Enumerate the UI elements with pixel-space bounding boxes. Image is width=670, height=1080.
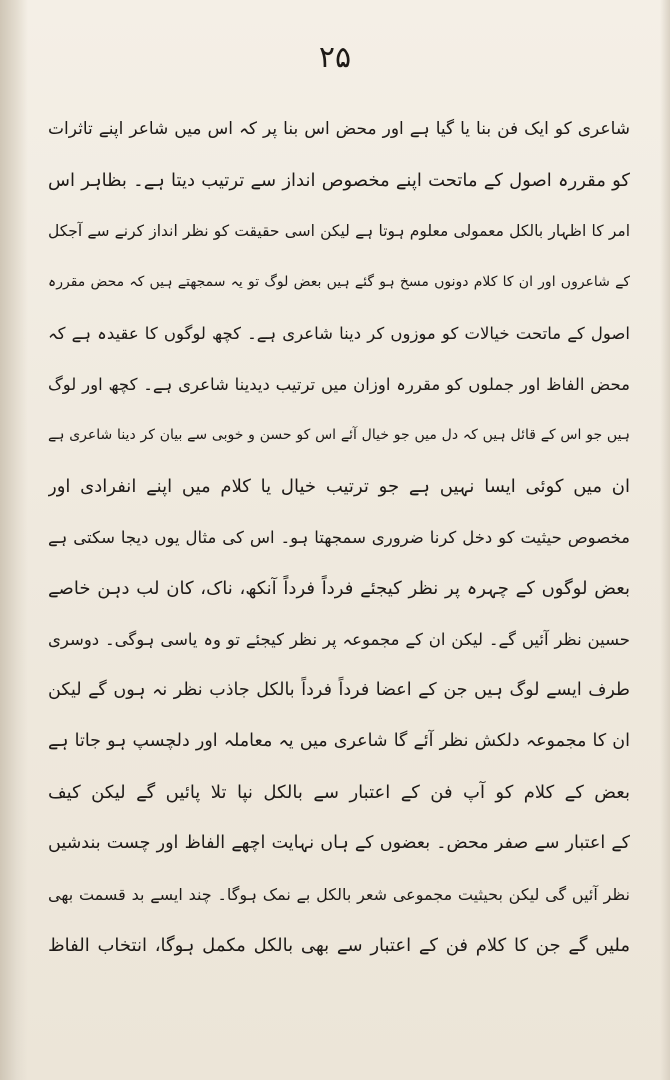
body-text xyxy=(48,104,630,971)
text-line: شاعری کو ایک فن بنا یا گیا ہے اور محض اس بنا پر کہ اس میں شاعر اپنے تاثرات xyxy=(48,119,630,139)
text-line: ملیں گے جن کا کلام فن کے اعتبار سے بھی بالکل مکمل ہوگا، انتخاب الفاظ xyxy=(48,935,630,956)
text-line: بعض کے کلام کو آپ فن کے اعتبار سے بالکل نپا تلا پائیں گے لیکن کیف xyxy=(48,782,630,803)
text-line: ہیں جو اس کے قائل ہیں کہ دل میں جو خیال آئے اس کو حسن و خوبی سے بیان کر دینا شاعری ہے xyxy=(48,427,630,443)
text-line: ان کا مجموعہ دلکش نظر آئے گا شاعری میں یہ معاملہ اور دلچسپ ہو جاتا ہے xyxy=(48,731,630,751)
text-line: محض الفاظ اور جملوں کو مقررہ اوزان میں ترتیب دیدینا شاعری ہے۔ کچھ اور لوگ xyxy=(48,375,630,394)
binding-shadow xyxy=(0,0,28,1080)
text-line: اصول کے ماتحت خیالات کو موزوں کر دینا شاعری ہے۔ کچھ لوگوں کا عقیدہ ہے کہ xyxy=(48,324,630,343)
text-line: کے اعتبار سے صفر محض۔ بعضوں کے ہاں نہایت اچھے الفاظ اور چست بندشیں xyxy=(48,833,630,853)
page-number: ۲۵ xyxy=(318,40,352,75)
text-line: حسین نظر آئیں گے۔ لیکن ان کے مجموعہ پر نظر کیجئے تو وہ یاسی ہوگی۔ دوسری xyxy=(48,630,630,649)
text-line: کے شاعروں اور ان کا کلام دونوں مسخ ہو گئے ہیں بعض لوگ تو یہ سمجھتے ہیں کہ محض مقررہ xyxy=(48,274,630,290)
text-line: طرف ایسے لوگ ہیں جن کے اعضا فرداً فرداً بالکل جاذب نظر نہ ہوں گے لیکن xyxy=(48,680,630,700)
page-edge-shadow xyxy=(660,0,670,1080)
text-line: کو مقررہ اصول کے ماتحت اپنے مخصوص انداز سے ترتیب دیتا ہے۔ بظاہر اس xyxy=(48,170,630,191)
text-line: مخصوص حیثیت کو دخل کرنا ضروری سمجھتا ہو۔ اس کی مثال یوں دیجا سکتی ہے xyxy=(48,528,630,547)
text-line: ان میں کوئی ایسا نہیں ہے جو ترتیب خیال یا کلام میں اپنے انفرادی اور xyxy=(48,476,630,497)
text-line: امر کا اظہار بالکل معمولی معلوم ہوتا ہے لیکن اسی حقیقت کو نظر انداز کرنے سے آجکل xyxy=(48,222,630,240)
text-line: بعض لوگوں کے چہرہ پر نظر کیجئے فرداً فرداً آنکھ، ناک، کان لب دہن خاصے xyxy=(48,578,630,599)
text-line: نظر آئیں گی لیکن بحیثیت مجموعی شعر بالکل بے نمک ہوگا۔ چند ایسے بد قسمت بھی xyxy=(48,885,630,904)
